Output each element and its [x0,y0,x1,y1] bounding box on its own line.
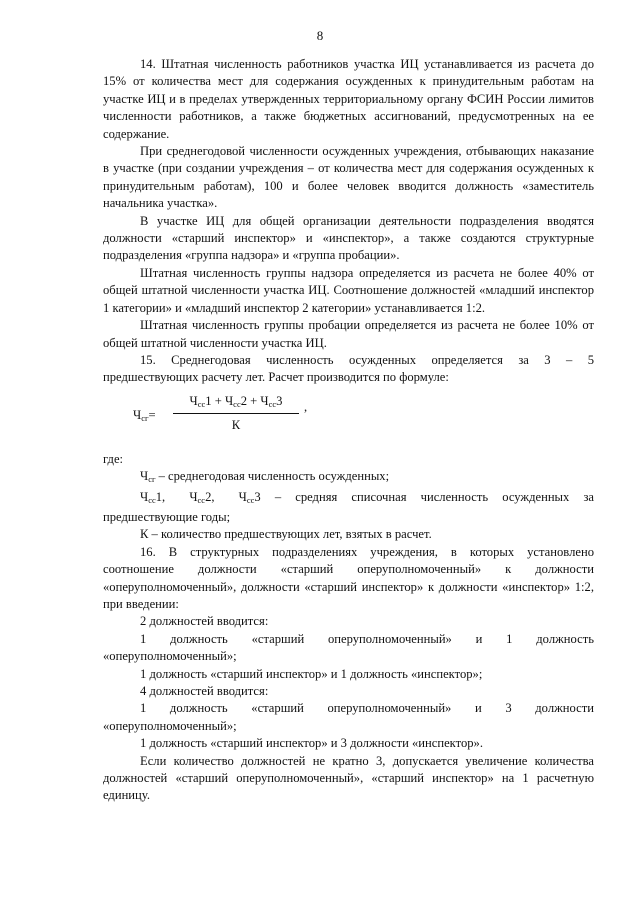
def-index: 3 [254,489,261,504]
fraction-bar [173,413,299,414]
paragraph: В участке ИЦ для общей организации деятельности подразделения вводятся должности «старший инспектор» и «инспектор», а также создаются структурные подразделения «группа надзора» и «группа пробации». [103,213,594,263]
definition-item [103,489,594,527]
paragraph: 1 должность «старший инспектор» и 3 должности «инспектор». [140,736,484,751]
paragraph: Штатная численность группы пробации определяется из расчета не более 10% от общей штатной численности участка ИЦ. [103,318,594,350]
def-text: – среднегодовая численность осужденных; [155,469,390,484]
paragraph: 15. Среднегодовая численность осужденных определяется за 3 – 5 предшествующих расчету лет. Расчет производится по формуле: [103,352,594,385]
formula-numerator [173,393,299,413]
formula-denominator: К [231,417,241,432]
where-label: где: [103,451,124,466]
term1-subscript: сс [197,398,206,409]
term1-symbol: Ч [189,393,198,408]
definition-item: К – количество предшествующих лет, взятых в расчет. [140,527,432,542]
def-index: 2, [205,489,215,504]
definition-item [103,468,594,488]
term2-symbol: Ч [224,393,234,408]
def-symbol: Ч [238,489,247,504]
page-number: 8 [316,28,324,43]
def-index: 1, [155,489,166,504]
def-subscript: сс [197,494,206,505]
def-subscript: сг [148,474,156,485]
def-symbol: Ч [140,469,149,484]
formula-equals: = [148,407,156,422]
plus-sign: + [247,393,261,408]
paragraph: 16. В структурных подразделениях учреждения, в которых установлено соотношение должности «старший оперуполномоченный» к должности «оперуполномоченный», должности «старший инспектор» к должности «инспектор» 1:2, при введении: [103,544,594,611]
paragraph: Штатная численность группы надзора определяется из расчета не более 40% от общей штатной численности участка ИЦ. Соотношение должностей «младший инспектор 1 категории» и «младший инспектор 2 категории» устанавливается 1:2. [103,265,594,315]
def-subscript: сс [148,494,156,505]
paragraph: Если количество должностей не кратно 3, допускается увеличение количества должностей «старший оперуполномоченный», «старший инспектор» на 1 расчетную единицу. [103,753,594,803]
term3-symbol: Ч [260,393,269,408]
term2-index: 2 [240,393,248,408]
document-body [103,56,594,805]
paragraph: 1 должность «старший инспектор» и 1 должность «инспектор»; [140,666,483,681]
def-symbol: Ч [140,489,149,504]
formula-comma: , [304,399,308,414]
paragraph: 1 должность «старший оперуполномоченный» и 3 должности «оперуполномоченный»; [103,701,594,733]
def-subscript: сс [246,494,255,505]
term3-subscript: сс [268,398,277,409]
term1-index: 1 [205,393,212,408]
def-symbol: Ч [189,489,198,504]
def-text: – средняя списочная численность осужденных за предшествующие годы; [103,489,595,524]
paragraph: 4 должностей вводится: [140,684,269,698]
paragraph: 2 должностей вводится: [140,614,269,629]
formula-lhs-subscript: сг [141,412,149,423]
paragraph: 1 должность «старший оперуполномоченный» и 1 должность «оперуполномоченный»; [103,631,594,664]
formula-lhs-symbol: Ч [133,407,142,422]
paragraph: 14. Штатная численность работников участка ИЦ устанавливается из расчета до 15% от количества мест для содержания осужденных к принудительным работам на участке ИЦ и в пределах утвержденных территориальному органу ФСИН России лимитов численности работников, а также бюджетных ассигнований, предусмотренных на ее содержание. [103,57,594,141]
plus-sign: + [211,393,225,408]
term2-subscript: сс [233,398,241,409]
formula-lhs [133,407,156,427]
term3-index: 3 [276,393,283,408]
paragraph: При среднегодовой численности осужденных учреждения, отбывающих наказание в участке (при создании учреждения – от количества мест для содержания осужденных к принудительным работам), 100 и более человек вводится должность «заместитель начальника участка». [103,144,594,211]
formula [103,393,594,449]
